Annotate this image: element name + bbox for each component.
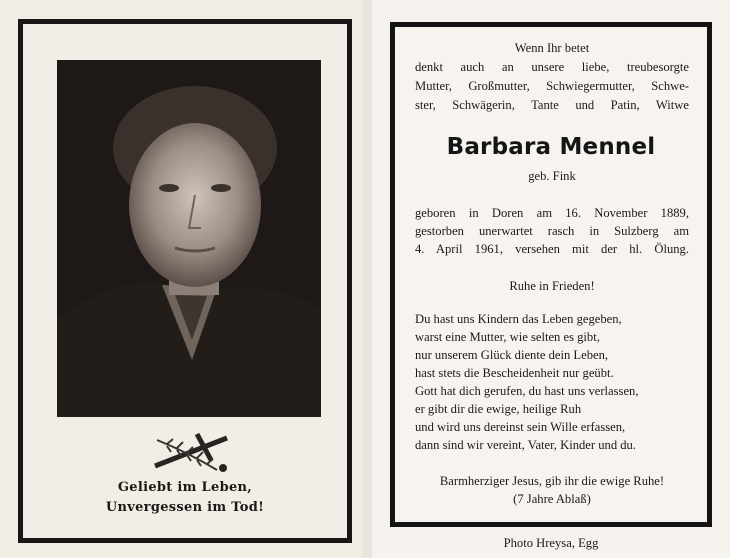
intro-line-1: Wenn Ihr betet [514,41,590,55]
left-card [0,0,362,558]
motto-line-1: Geliebt im Leben, [117,480,253,495]
poem-line: Gott hat dich gerufen, du hast uns verlassen, [415,384,639,398]
poem-line: hast stets die Bescheidenheit nur geübt. [415,366,614,380]
right-card [372,0,730,558]
portrait-photo [57,60,321,417]
prayer-line-1: Barmherziger Jesus, gib ihr die ewige Ruhe! [439,474,665,488]
bio-line-2: gestorben unerwartet rasch in Sulzberg am [415,224,689,238]
prayer-line-2: (7 Jahre Ablaß) [513,492,591,506]
maiden-name: geb. Fink [528,169,576,183]
black-border-frame [390,22,712,527]
cross-and-palm-icon [147,430,239,481]
poem-line: nur unserem Glück diente dein Leben, [415,348,609,362]
intro-line-4: ster, Schwägerin, Tante und Patin, Witwe [415,98,689,112]
photo-credit: Photo Hreysa, Egg [503,536,599,550]
bio-line-3: 4. April 1961, versehen mit der hl. Ölung. [415,242,689,256]
intro-line-3: Mutter, Großmutter, Schwiegermutter, Schwe- [415,79,689,93]
rest-in-peace: Ruhe in Frieden! [509,279,595,293]
black-border-frame [18,19,352,543]
poem-line: dann sind wir vereint, Vater, Kinder und du. [415,438,637,452]
poem-line: warst eine Mutter, wie selten es gibt, [415,330,600,344]
motto-line-2: Unvergessen im Tod! [105,500,265,515]
poem-line: er gibt dir die ewige, heilige Ruh [415,402,582,416]
intro-line-2: denkt auch an unsere liebe, treubesorgte [415,60,689,74]
poem-line: und wird uns dereinst sein Wille erfassen, [415,420,626,434]
bio-line-1: geboren in Doren am 16. November 1889, [415,206,689,220]
deceased-name: Barbara Mennel [446,134,656,160]
portrait-illustration [57,60,321,417]
poem-line: Du hast uns Kindern das Leben gegeben, [415,312,622,326]
